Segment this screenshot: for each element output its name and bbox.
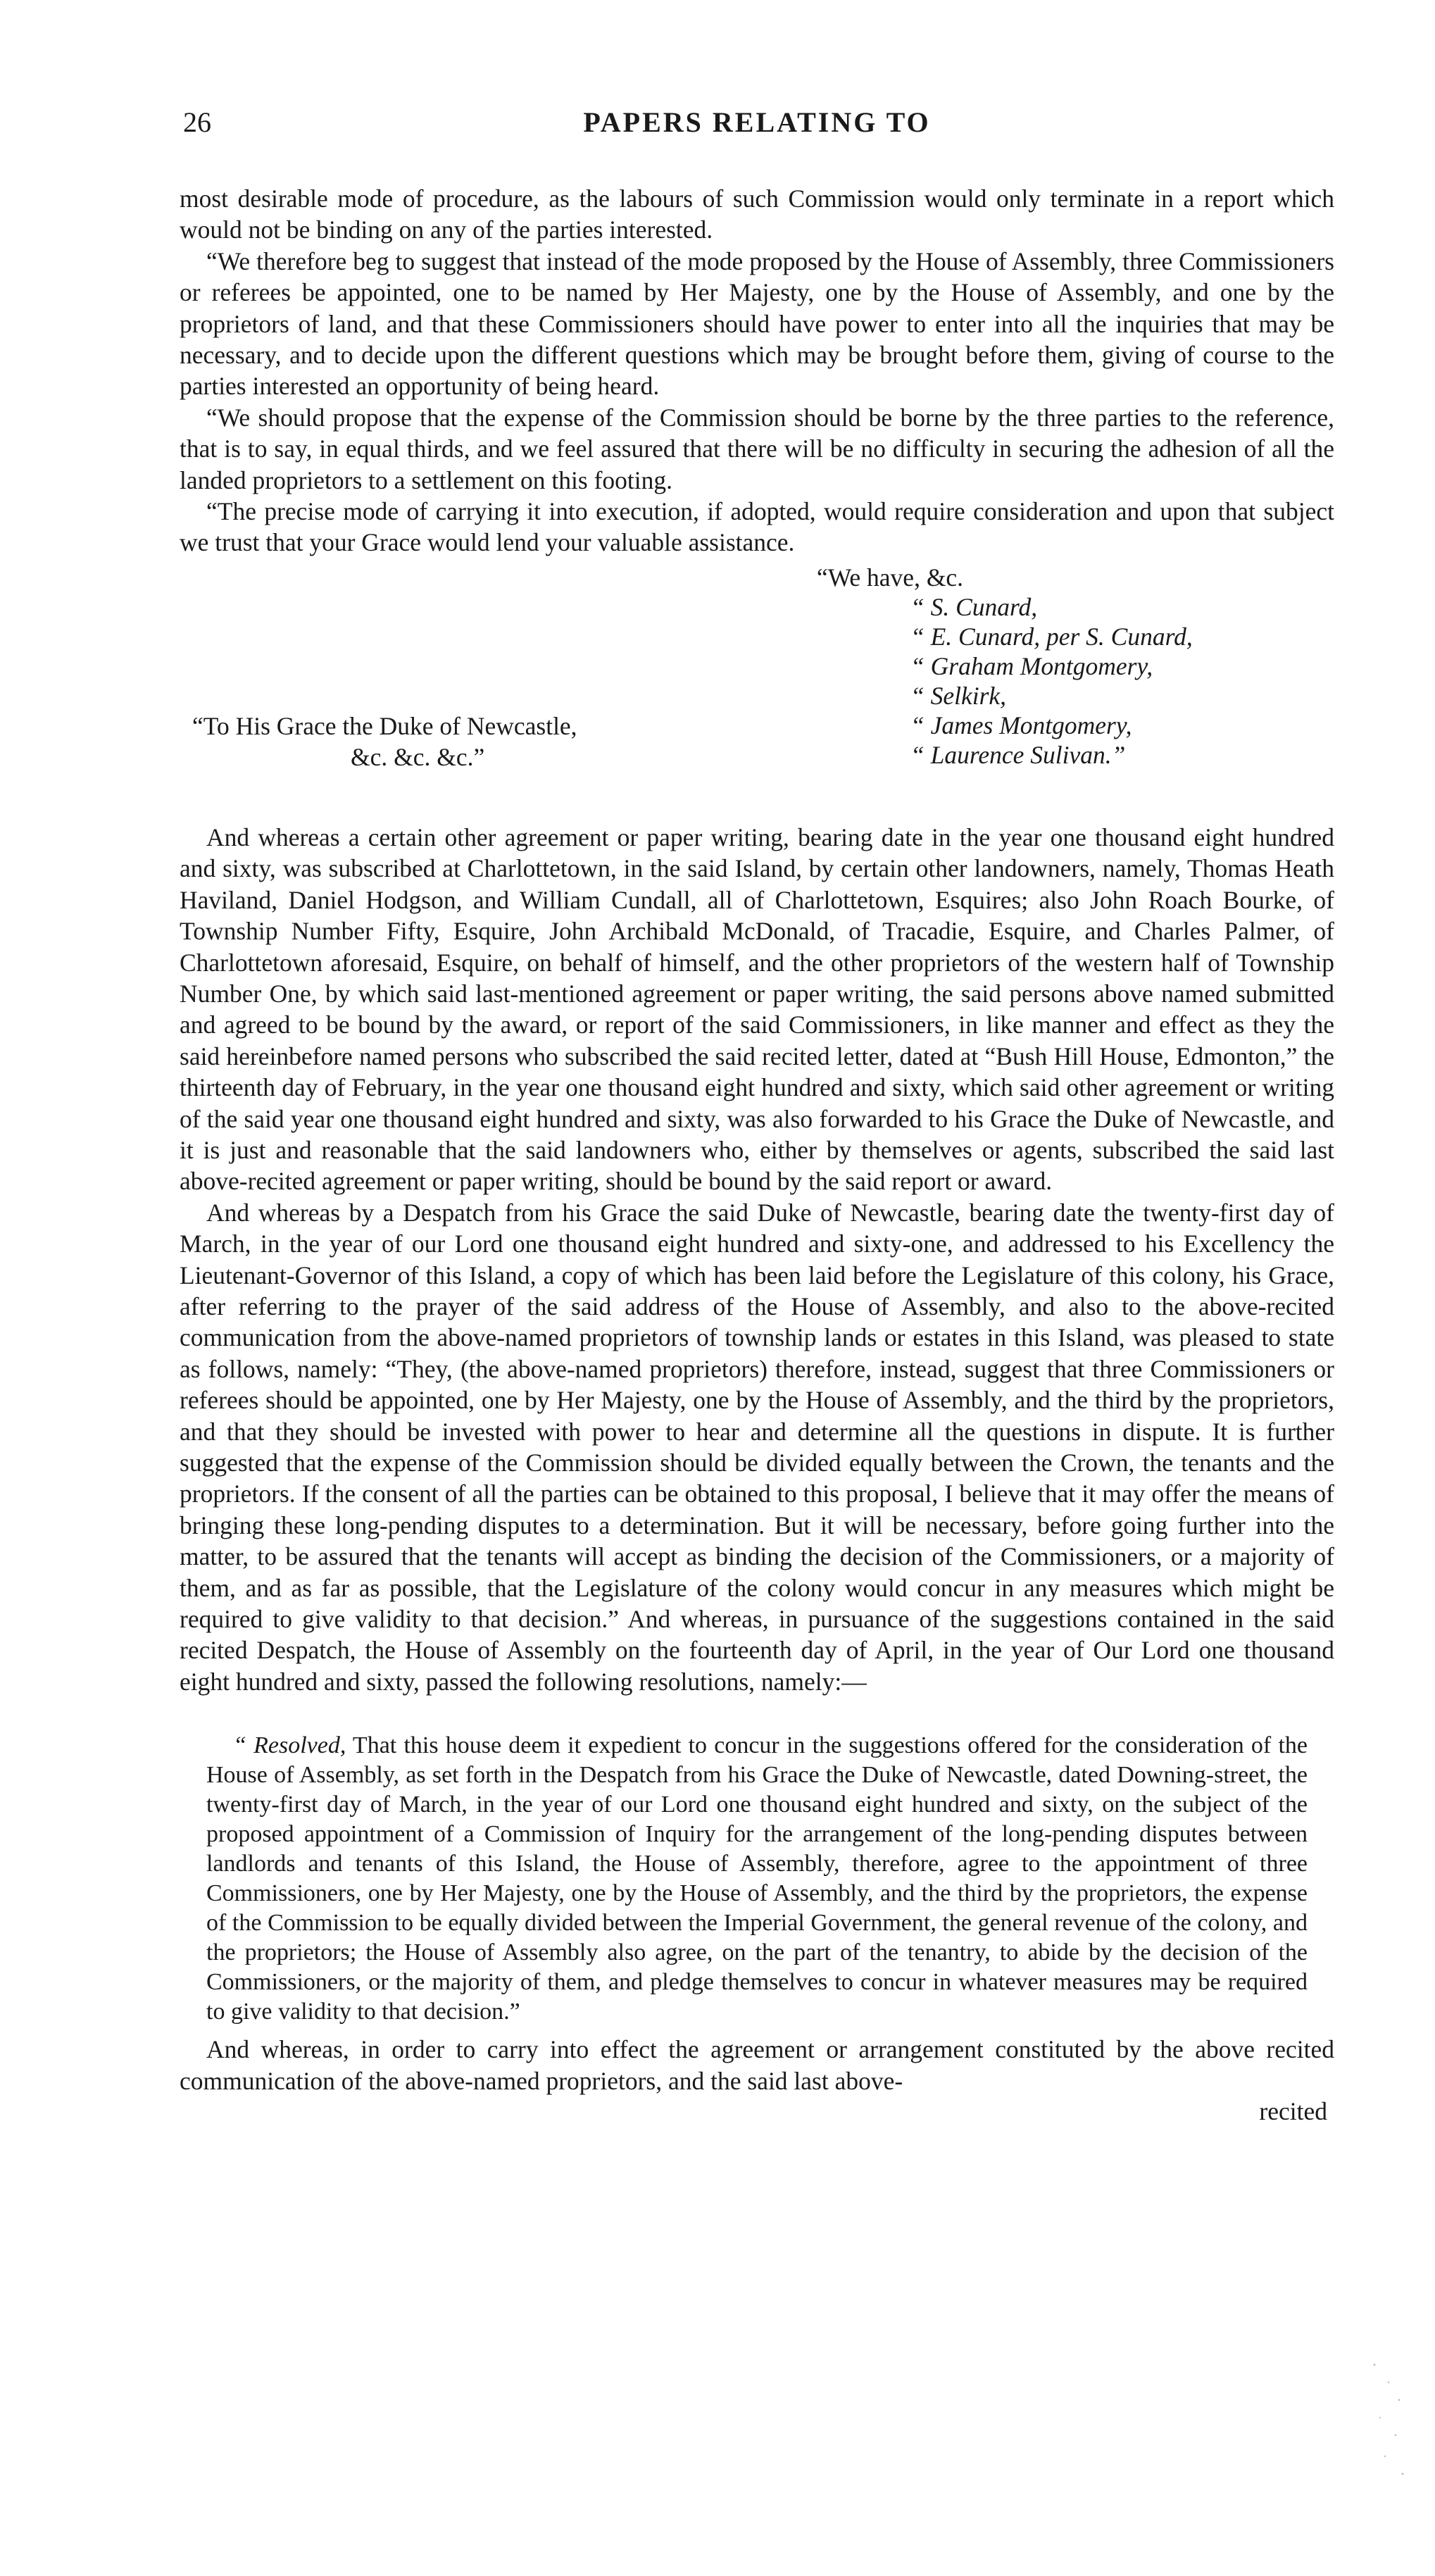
page-number: 26: [183, 106, 211, 138]
resolution-body: That this house deem it expedient to concur in the suggestions offered for the consideration of the House of Assembly, as set forth in the Despatch from his Grace the Duke of Newcastle, dated Downing-street, the twenty-first day of March, in the year of our Lord one thousand eight hundred and sixty, on the subject of the proposed appointment of a Commission of Inquiry for the arrangement of the long-pending disputes between landlords and tenants of this Island, the House of Assembly, therefore, agree to the appointment of three Commissioners, one by Her Majesty, one by the House of Assembly, and the third by the proprietors, the expense of the Commission to be equally divided between the Imperial Government, the general revenue of the colony, and the proprietors; the House of Assembly also agree, on the part of the tenantry, to abide by the decision of the Commissioners, or the majority of them, and pledge themselves to concur in whatever measures may be required to give validity to that decision.”: [206, 1732, 1308, 2025]
signatory: “ Graham Montgomery,: [910, 651, 1153, 680]
addressee-line: “To His Grace the Duke of Newcastle,: [192, 711, 577, 740]
resolution-text: [206, 1731, 1308, 2027]
document-page: [180, 106, 1334, 2126]
paragraph-suggestion: “We therefore beg to suggest that instead of the mode proposed by the House of Assembly, three Commissioners or referees be appointed, one to be named by Her Majesty, one by the House of Assembly, and one by the proprietors of land, and that these Commissioners should have power to enter into all the inquiries that may be necessary, and to decide upon the different questions which may be brought before them, giving of course to the parties interested an opportunity of being heard.: [180, 246, 1334, 401]
signatory: “ James Montgomery,: [910, 711, 1132, 739]
paragraph-final: And whereas, in order to carry into effect the agreement or arrangement constituted by the above recited communication of the above-named proprietors, and the said last above-: [180, 2035, 1334, 2095]
catchword: recited: [1259, 2097, 1327, 2126]
signatory: “ S. Cunard,: [910, 592, 1038, 621]
signatory-list: [910, 592, 1193, 770]
signatory: “ Selkirk,: [910, 681, 1007, 710]
body-top: [180, 183, 1334, 558]
paragraph-expense: “We should propose that the expense of the Commission should be borne by the three parties to the reference, that is to say, in equal thirds, and we feel assured that there will be no difficulty in securing the adhesion of all the landed proprietors to a settlement on this footing.: [180, 403, 1334, 494]
signature-block: [180, 563, 1334, 788]
body-bottom: [180, 2034, 1334, 2126]
addressee: [192, 711, 577, 773]
signatory: “ E. Cunard, per S. Cunard,: [910, 622, 1193, 651]
page-header: [180, 106, 1334, 155]
resolution-lead: “ Resolved,: [233, 1732, 346, 1759]
signature-greeting: “We have, &c.: [817, 563, 964, 592]
page-speckle-decoration: [1367, 2351, 1410, 2491]
paragraph-execution: “The precise mode of carrying it into execution, if adopted, would require consideration and upon that subject we trust that your Grace would lend your valuable assistance.: [180, 497, 1334, 557]
resolution-block: [206, 1731, 1308, 2027]
signatory: “ Laurence Sulivan.”: [910, 740, 1126, 769]
body-middle: [180, 822, 1334, 1697]
paragraph-despatch: And whereas by a Despatch from his Grace the said Duke of Newcastle, bearing date the twenty-first day of March, in the year of our Lord one thousand eight hundred and sixty-one, and addressed to his Excellency the Lieutenant-Governor of this Island, a copy of which has been laid before the Legislature of this colony, his Grace, after referring to the prayer of the said address of the House of Assembly, and also to the above-recited communication from the above-named proprietors of township lands or estates in this Island, was pleased to state as follows, namely: “They, (the above-named proprietors) therefore, instead, suggest that three Commissioners or referees should be appointed, one by Her Majesty, one by the House of Assembly, and the third by the proprietors, and that they should be invested with power to hear and determine all the questions in dispute. It is further suggested that the expense of the Commission should be divided equally between the Crown, the tenants and the proprietors. If the consent of all the parties can be obtained to this proposal, I believe that it may offer the means of bringing these long-pending disputes to a determination. But it will be necessary, before going further into the matter, to be assured that the tenants will accept as binding the decision of the Commissioners, or a majority of them, and as far as possible, that the Legislature of the colony would concur in any measures which might be required to give validity to that decision.” And whereas, in pursuance of the suggestions contained in the said recited Despatch, the House of Assembly on the fourteenth day of April, in the year of Our Lord one thousand eight hundred and sixty, passed the following resolutions, namely:—: [180, 1198, 1334, 1696]
paragraph-other-agreement: And whereas a certain other agreement or paper writing, bearing date in the year one thousand eight hundred and sixty, was subscribed at Charlottetown, in the said Island, by certain other landowners, namely, Thomas Heath Haviland, Daniel Hodgson, and William Cundall, all of Charlottetown, Esquires; also John Roach Bourke, of Township Number Fifty, Esquire, John Archibald McDonald, of Tracadie, Esquire, and Charles Palmer, of Charlottetown aforesaid, Esquire, on behalf of himself, and the other proprietors of the western half of Township Number One, by which said last-mentioned agreement or paper writing, the said persons above named submitted and agreed to be bound by the award, or report of the said Commissioners, in like manner and effect as they the said hereinbefore named persons who subscribed the said recited letter, dated at “Bush Hill House, Edmonton,” the thirteenth day of February, in the year one thousand eight hundred and sixty, which said other agreement or writing of the said year one thousand eight hundred and sixty, was also forwarded to his Grace the Duke of Newcastle, and it is just and reasonable that the said landowners who, either by themselves or agents, subscribed the said last above-recited agreement or paper writing, should be bound by the said report or award.: [180, 823, 1334, 1196]
paragraph-continued: most desirable mode of procedure, as the labours of such Commission would only terminate in a report which would not be binding on any of the parties interested.: [180, 185, 1334, 244]
addressee-etc: &c. &c. &c.”: [351, 742, 485, 771]
running-head: PAPERS RELATING TO: [583, 106, 931, 138]
